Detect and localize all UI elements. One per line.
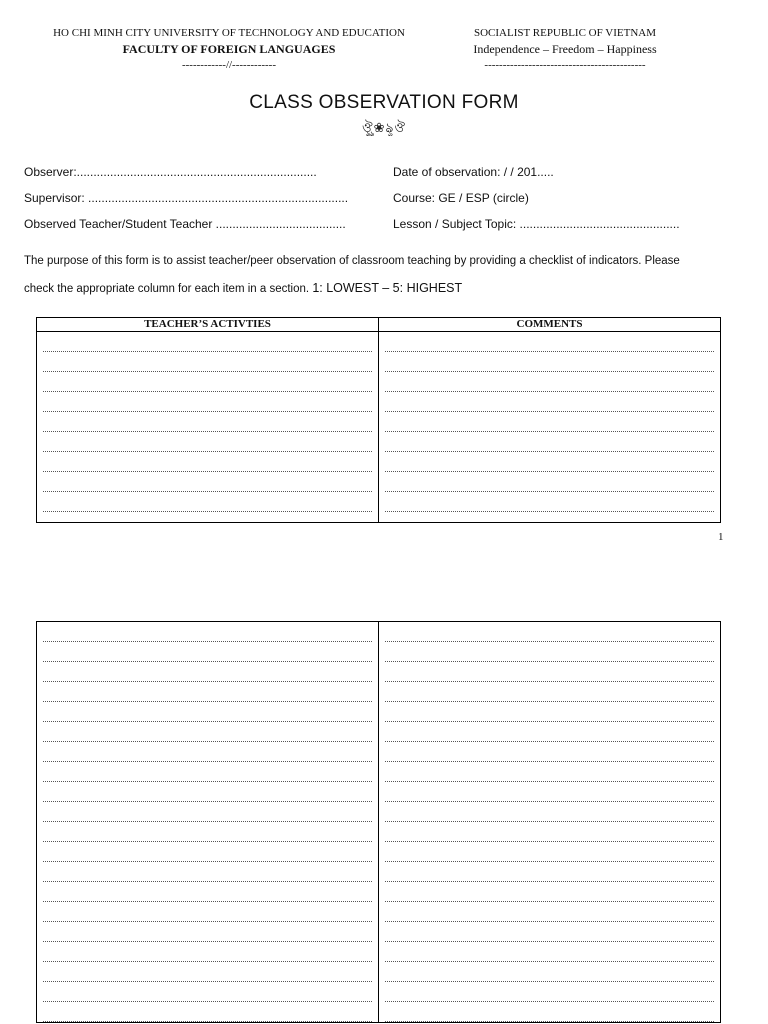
dotted-writing-line[interactable]	[385, 902, 714, 922]
dotted-writing-line[interactable]	[385, 372, 714, 392]
dotted-writing-line[interactable]	[43, 942, 372, 962]
dotted-writing-line[interactable]	[385, 942, 714, 962]
observation-table-2	[36, 621, 721, 1023]
university-name: HO CHI MINH CITY UNIVERSITY OF TECHNOLOGY AND EDUCATION	[53, 27, 405, 39]
dotted-writing-line[interactable]	[43, 882, 372, 902]
dotted-writing-line[interactable]	[43, 432, 372, 452]
university-header	[30, 25, 428, 73]
dotted-writing-line[interactable]	[385, 922, 714, 942]
dotted-writing-line[interactable]	[43, 982, 372, 1002]
dotted-writing-line[interactable]	[43, 642, 372, 662]
dotted-writing-line[interactable]	[43, 412, 372, 432]
supervisor-field[interactable]: Supervisor: ..............................................................................	[24, 191, 349, 205]
activities-cell[interactable]	[37, 622, 379, 1023]
dotted-writing-line[interactable]	[43, 722, 372, 742]
dotted-writing-line[interactable]	[385, 332, 714, 352]
dotted-writing-line[interactable]	[43, 662, 372, 682]
form-title: CLASS OBSERVATION FORM	[249, 92, 519, 113]
title-ornament: ঔৣ❀ৡঔ	[361, 120, 407, 135]
national-motto: Independence – Freedom – Happiness	[473, 42, 657, 56]
header-divider-right: --------------------------------------------	[484, 59, 646, 71]
dotted-writing-line[interactable]	[43, 622, 372, 642]
dotted-writing-line[interactable]	[385, 742, 714, 762]
page-number: 1	[718, 531, 724, 543]
country-header	[440, 25, 690, 73]
lesson-field[interactable]: Lesson / Subject Topic: ................................................	[393, 217, 680, 231]
dotted-writing-line[interactable]	[43, 702, 372, 722]
dotted-writing-line[interactable]	[385, 662, 714, 682]
course-field[interactable]: Course: GE / ESP (circle)	[393, 191, 529, 205]
instructions-line1: The purpose of this form is to assist teacher/peer observation of classroom teaching by providing a checklist of indicators. Please	[24, 255, 680, 267]
dotted-writing-line[interactable]	[43, 862, 372, 882]
dotted-writing-line[interactable]	[43, 742, 372, 762]
dotted-writing-line[interactable]	[43, 492, 372, 512]
dotted-writing-line[interactable]	[385, 822, 714, 842]
dotted-writing-line[interactable]	[385, 962, 714, 982]
date-field[interactable]: Date of observation: / / 201.....	[393, 165, 554, 179]
dotted-writing-line[interactable]	[385, 642, 714, 662]
dotted-writing-line[interactable]	[385, 722, 714, 742]
dotted-writing-line[interactable]	[385, 432, 714, 452]
dotted-writing-line[interactable]	[385, 882, 714, 902]
dotted-writing-line[interactable]	[385, 352, 714, 372]
observed-teacher-field[interactable]: Observed Teacher/Student Teacher .......................................	[24, 217, 346, 231]
instructions-line2	[24, 281, 462, 295]
dotted-writing-line[interactable]	[43, 842, 372, 862]
dotted-writing-line[interactable]	[43, 922, 372, 942]
dotted-writing-line[interactable]	[43, 762, 372, 782]
observation-table-1	[36, 317, 721, 523]
dotted-writing-line[interactable]	[43, 472, 372, 492]
dotted-writing-line[interactable]	[385, 1002, 714, 1022]
dotted-writing-line[interactable]	[43, 352, 372, 372]
dotted-writing-line[interactable]	[43, 782, 372, 802]
dotted-writing-line[interactable]	[43, 962, 372, 982]
dotted-writing-line[interactable]	[385, 452, 714, 472]
dotted-writing-line[interactable]	[385, 472, 714, 492]
dotted-writing-line[interactable]	[43, 372, 372, 392]
header-divider-left: ------------//------------	[181, 59, 277, 71]
dotted-writing-line[interactable]	[43, 1002, 372, 1022]
dotted-writing-line[interactable]	[385, 682, 714, 702]
rating-scale: 1: LOWEST – 5: HIGHEST	[312, 281, 463, 295]
dotted-writing-line[interactable]	[43, 682, 372, 702]
faculty-name: FACULTY OF FOREIGN LANGUAGES	[122, 42, 336, 56]
comments-cell[interactable]	[379, 332, 721, 523]
dotted-writing-line[interactable]	[385, 802, 714, 822]
dotted-writing-line[interactable]	[385, 862, 714, 882]
dotted-writing-line[interactable]	[385, 782, 714, 802]
comments-header: COMMENTS	[379, 318, 721, 332]
dotted-writing-line[interactable]	[385, 392, 714, 412]
dotted-writing-line[interactable]	[43, 452, 372, 472]
comments-cell[interactable]	[379, 622, 721, 1023]
dotted-writing-line[interactable]	[385, 842, 714, 862]
dotted-writing-line[interactable]	[43, 332, 372, 352]
dotted-writing-line[interactable]	[43, 802, 372, 822]
activities-cell[interactable]	[37, 332, 379, 523]
dotted-writing-line[interactable]	[385, 762, 714, 782]
dotted-writing-line[interactable]	[385, 982, 714, 1002]
dotted-writing-line[interactable]	[43, 902, 372, 922]
dotted-writing-line[interactable]	[385, 412, 714, 432]
dotted-writing-line[interactable]	[43, 392, 372, 412]
dotted-writing-line[interactable]	[385, 492, 714, 512]
dotted-writing-line[interactable]	[385, 702, 714, 722]
dotted-writing-line[interactable]	[43, 822, 372, 842]
country-name: SOCIALIST REPUBLIC OF VIETNAM	[473, 27, 657, 39]
teacher-activities-header: TEACHER’S ACTIVTIES	[37, 318, 379, 332]
observer-field[interactable]: Observer:........................................................................	[24, 165, 317, 179]
dotted-writing-line[interactable]	[385, 622, 714, 642]
instructions-text: check the appropriate column for each item in a section.	[24, 283, 310, 295]
